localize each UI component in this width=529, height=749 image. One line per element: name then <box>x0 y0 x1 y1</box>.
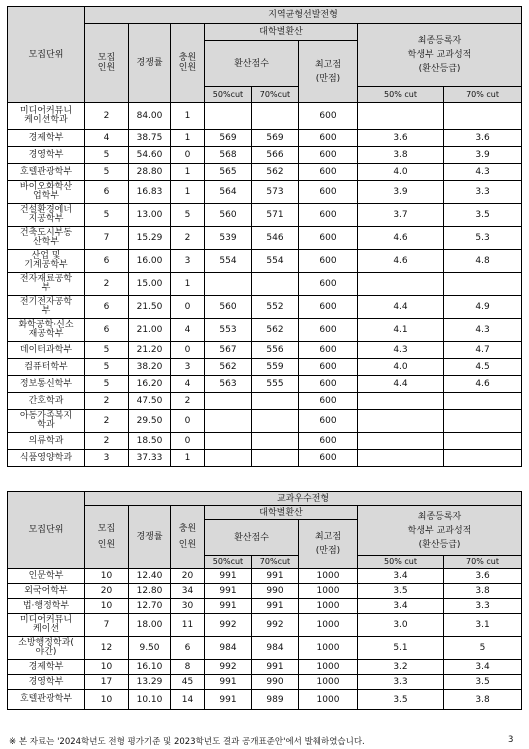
cell-competition-rate: 18.00 <box>129 614 171 637</box>
table-row <box>8 273 522 296</box>
cell-grade-cut70: 3.8 <box>444 690 522 710</box>
cell-competition-rate: 21.00 <box>129 319 171 342</box>
cell-competition-rate: 13.29 <box>129 675 171 690</box>
cell-extra-admits: 8 <box>171 660 205 675</box>
cell-score-cut70: 573 <box>252 181 299 204</box>
cell-score-cut50: 569 <box>205 130 252 147</box>
cell-score-cut70 <box>252 450 299 467</box>
cell-score-cut70: 562 <box>252 319 299 342</box>
cell-extra-admits: 0 <box>171 433 205 450</box>
cell-score-cut50: 554 <box>205 250 252 273</box>
cell-grade-cut50: 3.4 <box>358 569 444 584</box>
cell-competition-rate: 12.40 <box>129 569 171 584</box>
cell-unit-name: 외국어학부 <box>8 584 85 599</box>
cell-score-cut70: 559 <box>252 359 299 376</box>
table-row <box>8 690 522 710</box>
table-row <box>8 227 522 250</box>
cell-max-score: 600 <box>299 164 358 181</box>
header-rate: 경쟁률 <box>129 24 171 103</box>
header-conv-score: 환산점수 <box>205 520 299 556</box>
cell-unit-name: 건설환경에너 지공학부 <box>8 204 85 227</box>
table-row <box>8 342 522 359</box>
cell-grade-cut70: 3.1 <box>444 614 522 637</box>
cell-score-cut70: 555 <box>252 376 299 393</box>
cell-grade-cut70: 3.3 <box>444 181 522 204</box>
cell-quota: 10 <box>85 660 129 675</box>
header-grade-cut50: 50% cut <box>358 87 444 103</box>
cell-unit-name: 간호학과 <box>8 393 85 410</box>
cell-quota: 5 <box>85 342 129 359</box>
cell-quota: 10 <box>85 569 129 584</box>
cell-grade-cut70: 4.5 <box>444 359 522 376</box>
footnote: ※ 본 자료는 '2024학년도 전형 평가기준 및 2023학년도 결과 공개표준안'에서 발췌하였습니다. <box>9 737 365 747</box>
cell-score-cut70: 990 <box>252 584 299 599</box>
cell-score-cut70 <box>252 410 299 433</box>
cell-extra-admits: 3 <box>171 359 205 376</box>
cell-max-score: 600 <box>299 227 358 250</box>
cell-grade-cut50 <box>358 393 444 410</box>
cell-grade-cut70: 3.6 <box>444 569 522 584</box>
cell-unit-name: 호텔관광학부 <box>8 164 85 181</box>
cell-grade-cut70 <box>444 273 522 296</box>
cell-score-cut50: 560 <box>205 204 252 227</box>
cell-extra-admits: 3 <box>171 250 205 273</box>
cell-grade-cut50: 3.2 <box>358 660 444 675</box>
cell-extra-admits: 0 <box>171 296 205 319</box>
cell-score-cut50: 992 <box>205 614 252 637</box>
cell-grade-cut70 <box>444 433 522 450</box>
cell-score-cut70: 569 <box>252 130 299 147</box>
cell-competition-rate: 16.00 <box>129 250 171 273</box>
cell-competition-rate: 16.83 <box>129 181 171 204</box>
header-cut70: 70%cut <box>252 87 299 103</box>
cell-score-cut50: 567 <box>205 342 252 359</box>
cell-unit-name: 전자재료공학 부 <box>8 273 85 296</box>
cell-score-cut50: 991 <box>205 675 252 690</box>
header-max-score: 최고점 (만점) <box>299 41 358 103</box>
cell-competition-rate: 38.20 <box>129 359 171 376</box>
cell-quota: 12 <box>85 637 129 660</box>
cell-grade-cut70: 3.3 <box>444 599 522 614</box>
cell-unit-name: 의류학과 <box>8 433 85 450</box>
cell-score-cut70 <box>252 273 299 296</box>
cell-grade-cut50: 3.4 <box>358 599 444 614</box>
group-header: 지역균형선발전형 <box>85 7 522 24</box>
cell-quota: 4 <box>85 130 129 147</box>
cell-quota: 5 <box>85 204 129 227</box>
header-cut50: 50%cut <box>205 87 252 103</box>
cell-extra-admits: 1 <box>171 181 205 204</box>
cell-max-score: 1000 <box>299 660 358 675</box>
cell-quota: 5 <box>85 376 129 393</box>
cell-unit-name: 화학공학·신소 재공학부 <box>8 319 85 342</box>
cell-grade-cut70: 5 <box>444 637 522 660</box>
cell-extra-admits: 0 <box>171 342 205 359</box>
cell-competition-rate: 28.80 <box>129 164 171 181</box>
cell-grade-cut50: 4.4 <box>358 296 444 319</box>
cell-competition-rate: 47.50 <box>129 393 171 410</box>
cell-extra-admits: 14 <box>171 690 205 710</box>
header-cut50: 50%cut <box>205 556 252 569</box>
header-grade-cut50: 50% cut <box>358 556 444 569</box>
cell-grade-cut50 <box>358 450 444 467</box>
cell-extra-admits: 0 <box>171 410 205 433</box>
cell-grade-cut70 <box>444 103 522 130</box>
cell-score-cut70: 562 <box>252 164 299 181</box>
cell-competition-rate: 21.50 <box>129 296 171 319</box>
cell-competition-rate: 37.33 <box>129 450 171 467</box>
cell-grade-cut70: 3.9 <box>444 147 522 164</box>
table-row <box>8 433 522 450</box>
cell-score-cut70 <box>252 103 299 130</box>
header-unit: 모집단위 <box>8 492 85 569</box>
cell-quota: 2 <box>85 433 129 450</box>
table-row <box>8 164 522 181</box>
cell-score-cut50 <box>205 273 252 296</box>
cell-grade-cut70: 4.3 <box>444 164 522 181</box>
table-row <box>8 103 522 130</box>
cell-grade-cut50: 3.0 <box>358 614 444 637</box>
table-row <box>8 376 522 393</box>
header-grade-cut70: 70% cut <box>444 556 522 569</box>
cell-unit-name: 건축도시부동 산학부 <box>8 227 85 250</box>
header-conv-score: 환산점수 <box>205 41 299 87</box>
cell-score-cut70: 990 <box>252 675 299 690</box>
cell-score-cut50: 562 <box>205 359 252 376</box>
cell-extra-admits: 4 <box>171 376 205 393</box>
table-body <box>8 103 522 467</box>
cell-extra-admits: 2 <box>171 227 205 250</box>
cell-extra-admits: 2 <box>171 393 205 410</box>
cell-grade-cut50: 3.5 <box>358 584 444 599</box>
cell-max-score: 600 <box>299 204 358 227</box>
cell-competition-rate: 21.20 <box>129 342 171 359</box>
cell-extra-admits: 6 <box>171 637 205 660</box>
cell-max-score: 600 <box>299 250 358 273</box>
cell-extra-admits: 1 <box>171 164 205 181</box>
cell-score-cut70: 552 <box>252 296 299 319</box>
cell-quota: 2 <box>85 273 129 296</box>
cell-max-score: 600 <box>299 410 358 433</box>
cell-unit-name: 식품영양학과 <box>8 450 85 467</box>
cell-score-cut50: 568 <box>205 147 252 164</box>
cell-unit-name: 정보통신학부 <box>8 376 85 393</box>
cell-quota: 20 <box>85 584 129 599</box>
cell-unit-name: 데이터과학부 <box>8 342 85 359</box>
cell-extra-admits: 1 <box>171 103 205 130</box>
cell-grade-cut70: 4.9 <box>444 296 522 319</box>
cell-quota: 17 <box>85 675 129 690</box>
cell-max-score: 600 <box>299 433 358 450</box>
cell-unit-name: 산업 및 기계공학부 <box>8 250 85 273</box>
cell-extra-admits: 5 <box>171 204 205 227</box>
table-row <box>8 147 522 164</box>
cell-unit-name: 경제학부 <box>8 130 85 147</box>
cell-extra-admits: 0 <box>171 147 205 164</box>
cell-grade-cut50: 3.9 <box>358 181 444 204</box>
header-final-reg: 최종등록자 학생부 교과성적 (환산등급) <box>358 24 522 87</box>
table-row <box>8 296 522 319</box>
cell-grade-cut70: 4.8 <box>444 250 522 273</box>
cell-score-cut70: 991 <box>252 569 299 584</box>
cell-grade-cut70: 3.5 <box>444 204 522 227</box>
cell-max-score: 600 <box>299 130 358 147</box>
cell-score-cut50: 991 <box>205 584 252 599</box>
cell-score-cut50: 991 <box>205 690 252 710</box>
cell-unit-name: 경제학부 <box>8 660 85 675</box>
cell-grade-cut70: 4.7 <box>444 342 522 359</box>
cell-grade-cut50: 3.8 <box>358 147 444 164</box>
cell-grade-cut70 <box>444 410 522 433</box>
cell-grade-cut50: 4.0 <box>358 359 444 376</box>
cell-max-score: 1000 <box>299 614 358 637</box>
cell-score-cut50: 553 <box>205 319 252 342</box>
table-row <box>8 393 522 410</box>
cell-competition-rate: 18.50 <box>129 433 171 450</box>
header-unit: 모집단위 <box>8 7 85 103</box>
cell-grade-cut50: 4.3 <box>358 342 444 359</box>
table-row <box>8 410 522 433</box>
cell-unit-name: 미디어커뮤니 케이션 <box>8 614 85 637</box>
cell-extra-admits: 1 <box>171 273 205 296</box>
cell-quota: 6 <box>85 296 129 319</box>
cell-grade-cut70: 3.8 <box>444 584 522 599</box>
cell-grade-cut70 <box>444 450 522 467</box>
cell-max-score: 1000 <box>299 584 358 599</box>
cell-extra-admits: 20 <box>171 569 205 584</box>
table-row <box>8 569 522 584</box>
cell-competition-rate: 38.75 <box>129 130 171 147</box>
header-rate: 경쟁률 <box>129 506 171 569</box>
cell-competition-rate: 13.00 <box>129 204 171 227</box>
table-row <box>8 130 522 147</box>
cell-quota: 2 <box>85 103 129 130</box>
cell-quota: 6 <box>85 250 129 273</box>
page-number: 3 <box>508 735 514 745</box>
cell-score-cut70: 992 <box>252 614 299 637</box>
cell-score-cut50 <box>205 450 252 467</box>
cell-competition-rate: 16.10 <box>129 660 171 675</box>
table-row <box>8 599 522 614</box>
header-quota: 모집 인원 <box>85 506 129 569</box>
cell-max-score: 600 <box>299 359 358 376</box>
cell-unit-name: 경영학부 <box>8 675 85 690</box>
table-row <box>8 660 522 675</box>
cell-extra-admits: 11 <box>171 614 205 637</box>
cell-competition-rate: 16.20 <box>129 376 171 393</box>
header-extra: 충원 인원 <box>171 506 205 569</box>
cell-grade-cut70: 4.6 <box>444 376 522 393</box>
cell-quota: 5 <box>85 164 129 181</box>
cell-score-cut70: 556 <box>252 342 299 359</box>
cell-competition-rate: 12.70 <box>129 599 171 614</box>
cell-score-cut70: 571 <box>252 204 299 227</box>
header-extra: 충원 인원 <box>171 24 205 103</box>
cell-quota: 7 <box>85 614 129 637</box>
table-body <box>8 569 522 710</box>
cell-grade-cut70 <box>444 393 522 410</box>
cell-score-cut70: 989 <box>252 690 299 710</box>
table-row <box>8 319 522 342</box>
cell-quota: 6 <box>85 181 129 204</box>
cell-unit-name: 소방행정학과( 야간) <box>8 637 85 660</box>
cell-extra-admits: 34 <box>171 584 205 599</box>
cell-score-cut70: 554 <box>252 250 299 273</box>
cell-grade-cut70: 5.3 <box>444 227 522 250</box>
cell-quota: 2 <box>85 410 129 433</box>
header-dept-calc: 대학별환산 <box>205 24 358 41</box>
cell-quota: 10 <box>85 599 129 614</box>
header-final-reg: 최종등록자 학생부 교과성적 (환산등급) <box>358 506 522 556</box>
cell-grade-cut50 <box>358 433 444 450</box>
cell-score-cut50: 992 <box>205 660 252 675</box>
cell-max-score: 600 <box>299 103 358 130</box>
cell-max-score: 600 <box>299 450 358 467</box>
header-dept-calc: 대학별환산 <box>205 506 358 520</box>
cell-score-cut50 <box>205 393 252 410</box>
header-quota: 모집 인원 <box>85 24 129 103</box>
cell-score-cut50 <box>205 433 252 450</box>
cell-score-cut50: 991 <box>205 599 252 614</box>
cell-score-cut50: 565 <box>205 164 252 181</box>
table-row <box>8 450 522 467</box>
cell-score-cut50: 539 <box>205 227 252 250</box>
cell-competition-rate: 15.29 <box>129 227 171 250</box>
table-row <box>8 637 522 660</box>
cell-grade-cut50: 3.7 <box>358 204 444 227</box>
table-row <box>8 181 522 204</box>
cell-competition-rate: 29.50 <box>129 410 171 433</box>
cell-max-score: 600 <box>299 393 358 410</box>
cell-competition-rate: 12.80 <box>129 584 171 599</box>
cell-extra-admits: 1 <box>171 450 205 467</box>
cell-unit-name: 경영학부 <box>8 147 85 164</box>
cell-grade-cut50: 4.4 <box>358 376 444 393</box>
cell-score-cut70: 991 <box>252 599 299 614</box>
cell-quota: 5 <box>85 147 129 164</box>
cell-score-cut50: 984 <box>205 637 252 660</box>
cell-competition-rate: 15.00 <box>129 273 171 296</box>
cell-grade-cut50: 4.0 <box>358 164 444 181</box>
table-row <box>8 250 522 273</box>
cell-grade-cut50: 3.6 <box>358 130 444 147</box>
table-row <box>8 204 522 227</box>
cell-competition-rate: 84.00 <box>129 103 171 130</box>
header-grade-cut70: 70% cut <box>444 87 522 103</box>
cell-score-cut50: 991 <box>205 569 252 584</box>
cell-quota: 3 <box>85 450 129 467</box>
cell-score-cut50 <box>205 103 252 130</box>
cell-unit-name: 전기전자공학 부 <box>8 296 85 319</box>
cell-score-cut70 <box>252 393 299 410</box>
group-header: 교과우수전형 <box>85 492 522 506</box>
cell-competition-rate: 9.50 <box>129 637 171 660</box>
cell-max-score: 600 <box>299 319 358 342</box>
cell-max-score: 1000 <box>299 569 358 584</box>
cell-unit-name: 호텔관광학부 <box>8 690 85 710</box>
cell-competition-rate: 54.60 <box>129 147 171 164</box>
cell-grade-cut50: 4.6 <box>358 250 444 273</box>
cell-unit-name: 미디어커뮤니 케이션학과 <box>8 103 85 130</box>
cell-score-cut70: 991 <box>252 660 299 675</box>
cell-grade-cut50: 3.5 <box>358 690 444 710</box>
cell-max-score: 600 <box>299 273 358 296</box>
cell-max-score: 1000 <box>299 675 358 690</box>
cell-unit-name: 인문학부 <box>8 569 85 584</box>
table-row <box>8 584 522 599</box>
cell-score-cut50 <box>205 410 252 433</box>
cell-score-cut70: 546 <box>252 227 299 250</box>
cell-score-cut70: 566 <box>252 147 299 164</box>
cell-max-score: 1000 <box>299 599 358 614</box>
cell-max-score: 600 <box>299 147 358 164</box>
cell-unit-name: 바이오화학산 업학부 <box>8 181 85 204</box>
table-row <box>8 614 522 637</box>
cell-unit-name: 아동가족복지 학과 <box>8 410 85 433</box>
cell-max-score: 600 <box>299 376 358 393</box>
cell-max-score: 600 <box>299 342 358 359</box>
cell-score-cut70: 984 <box>252 637 299 660</box>
cell-grade-cut70: 3.6 <box>444 130 522 147</box>
cell-grade-cut50 <box>358 103 444 130</box>
table-row <box>8 359 522 376</box>
cell-score-cut50: 564 <box>205 181 252 204</box>
cell-competition-rate: 10.10 <box>129 690 171 710</box>
cell-grade-cut70: 4.3 <box>444 319 522 342</box>
cell-max-score: 1000 <box>299 690 358 710</box>
cell-unit-name: 컴퓨터학부 <box>8 359 85 376</box>
cell-grade-cut50: 4.6 <box>358 227 444 250</box>
cell-grade-cut50: 4.1 <box>358 319 444 342</box>
cell-grade-cut70: 3.5 <box>444 675 522 690</box>
cell-extra-admits: 30 <box>171 599 205 614</box>
cell-quota: 6 <box>85 319 129 342</box>
cell-extra-admits: 45 <box>171 675 205 690</box>
cell-quota: 5 <box>85 359 129 376</box>
header-max-score: 최고점 (만점) <box>299 520 358 569</box>
cell-score-cut50: 563 <box>205 376 252 393</box>
cell-max-score: 600 <box>299 181 358 204</box>
table-row <box>8 675 522 690</box>
cell-unit-name: 법·행정학부 <box>8 599 85 614</box>
cell-quota: 7 <box>85 227 129 250</box>
cell-extra-admits: 4 <box>171 319 205 342</box>
cell-quota: 10 <box>85 690 129 710</box>
header-cut70: 70%cut <box>252 556 299 569</box>
cell-max-score: 600 <box>299 296 358 319</box>
cell-score-cut50: 560 <box>205 296 252 319</box>
cell-grade-cut50: 5.1 <box>358 637 444 660</box>
cell-grade-cut50 <box>358 410 444 433</box>
cell-max-score: 1000 <box>299 637 358 660</box>
cell-grade-cut50: 3.3 <box>358 675 444 690</box>
cell-grade-cut50 <box>358 273 444 296</box>
table-excellent-grades <box>7 491 522 710</box>
cell-quota: 2 <box>85 393 129 410</box>
cell-extra-admits: 1 <box>171 130 205 147</box>
cell-grade-cut70: 3.4 <box>444 660 522 675</box>
table-regional-balance <box>7 6 522 467</box>
cell-score-cut70 <box>252 433 299 450</box>
